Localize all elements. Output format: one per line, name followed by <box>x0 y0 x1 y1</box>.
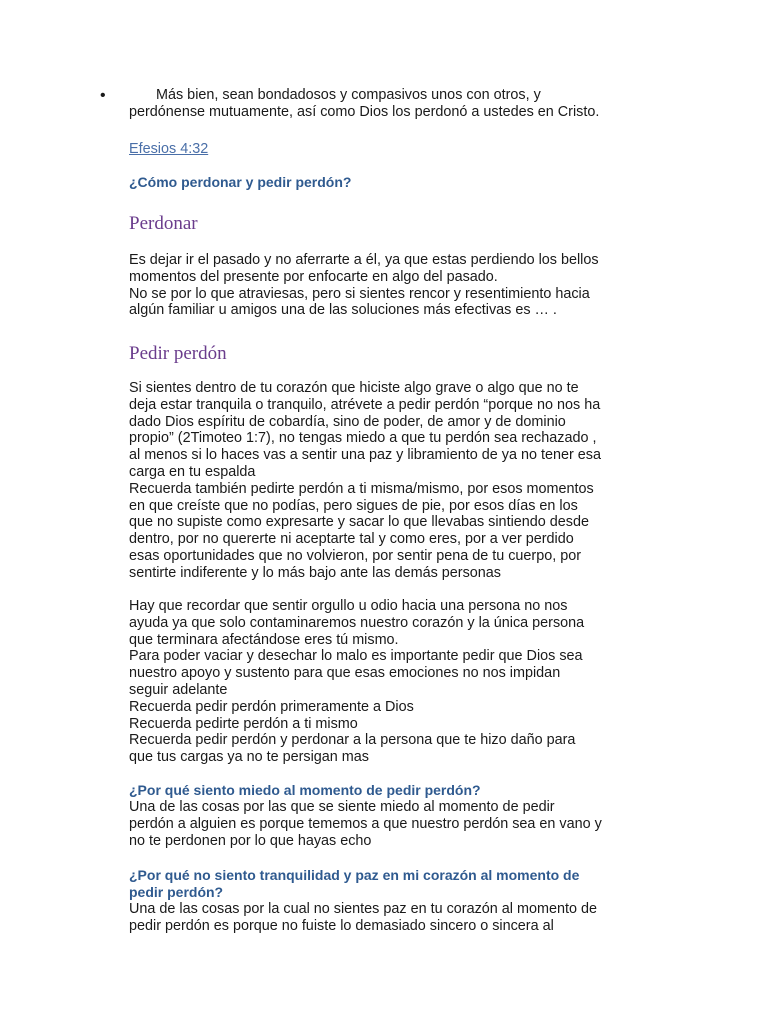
pedir-perdon-paragraph-1 <box>129 380 649 582</box>
text-line: Si sientes dentro de tu corazón que hiciste algo grave o algo que no te <box>129 380 579 396</box>
question-paz-line-1: ¿Por qué no siento tranquilidad y paz en mi corazón al momento de <box>129 867 580 883</box>
question-miedo-answer <box>129 799 649 849</box>
text-line: que tus cargas ya no te persigan mas <box>129 749 369 766</box>
text-line: propio” (2Timoteo 1:7), no tengas miedo a que tu perdón sea rechazado , <box>129 430 597 447</box>
efesios-reference-link[interactable]: Efesios 4:32 <box>129 141 209 157</box>
text-line: Recuerda también pedirte perdón a ti misma/mismo, por esos momentos <box>129 480 594 497</box>
pedir-perdon-heading: Pedir perdón <box>129 343 227 364</box>
verse-line-1: Más bien, sean bondadosos y compasivos unos con otros, y <box>156 87 541 103</box>
text-line: deja estar tranquila o tranquilo, atrévete a pedir perdón “porque no nos ha <box>129 396 601 413</box>
text-line: Para poder vaciar y desechar lo malo es importante pedir que Dios sea <box>129 648 583 665</box>
text-line: al menos si lo haces vas a sentir una paz y libramiento de ya no tener esa <box>129 447 601 464</box>
text-line: Recuerda pedir perdón primeramente a Dios <box>129 698 414 715</box>
text-line: No se por lo que atraviesas, pero si sientes rencor y resentimiento hacia <box>129 285 590 302</box>
text-line: no te perdonen por lo que hayas echo <box>129 832 372 849</box>
text-line: algún familiar u amigos una de las soluciones más efectivas es … . <box>129 302 557 319</box>
text-line: ayuda ya que solo contaminaremos nuestro corazón y la única persona <box>129 614 585 631</box>
perdonar-paragraph <box>129 252 649 319</box>
question-paz-line-2: pedir perdón? <box>129 884 224 900</box>
text-line: sentirte indiferente y lo más bajo ante las demás personas <box>129 564 501 581</box>
verse-line-2: perdónense mutuamente, así como Dios los perdonó a ustedes en Cristo. <box>129 103 600 120</box>
bullet-verse-text <box>129 87 649 121</box>
text-line: nuestro apoyo y sustento para que esas emociones no nos impidan <box>129 665 561 682</box>
text-line: esas oportunidades que no volvieron, por sentir pena de tu cuerpo, por <box>129 547 582 564</box>
text-line: pedir perdón es porque no fuiste lo demasiado sincero o sincera al <box>129 917 554 934</box>
perdonar-heading: Perdonar <box>129 213 198 234</box>
text-line: dentro, por no quererte ni aceptarte tal y como eres, por a ver perdido <box>129 531 574 548</box>
pedir-perdon-paragraph-2 <box>129 598 649 766</box>
text-line: Es dejar ir el pasado y no aferrarte a él, ya que estas perdiendo los bellos <box>129 252 599 268</box>
question-main-heading: ¿Cómo perdonar y pedir perdón? <box>129 174 352 190</box>
text-line: en que creíste que no podías, pero sigues de pie, por esos días en los <box>129 497 578 514</box>
text-line: carga en tu espalda <box>129 463 256 480</box>
text-line: seguir adelante <box>129 681 228 698</box>
text-line: que no supiste como expresarte y sacar lo que llevabas sintiendo desde <box>129 514 589 531</box>
text-line: Recuerda pedir perdón y perdonar a la persona que te hizo daño para <box>129 732 576 749</box>
bullet-dot-icon: • <box>100 87 106 104</box>
text-line: momentos del presente por enfocarte en algo del pasado. <box>129 268 498 285</box>
text-line: que terminara afectándose eres tú mismo. <box>129 631 399 648</box>
text-line: Recuerda pedirte perdón a ti mismo <box>129 715 358 732</box>
text-line: perdón a alguien es porque tememos a que nuestro perdón sea en vano y <box>129 815 602 832</box>
text-line: Hay que recordar que sentir orgullo u odio hacia una persona no nos <box>129 598 568 614</box>
question-paz-answer <box>129 901 649 935</box>
text-line: Una de las cosas por las que se siente miedo al momento de pedir <box>129 799 555 815</box>
text-line: Una de las cosas por la cual no sientes paz en tu corazón al momento de <box>129 901 597 917</box>
question-paz-heading <box>129 867 649 901</box>
text-line: dado Dios espíritu de cobardía, sino de poder, de amor y de dominio <box>129 413 566 430</box>
question-miedo-heading: ¿Por qué siento miedo al momento de pedir perdón? <box>129 782 481 798</box>
